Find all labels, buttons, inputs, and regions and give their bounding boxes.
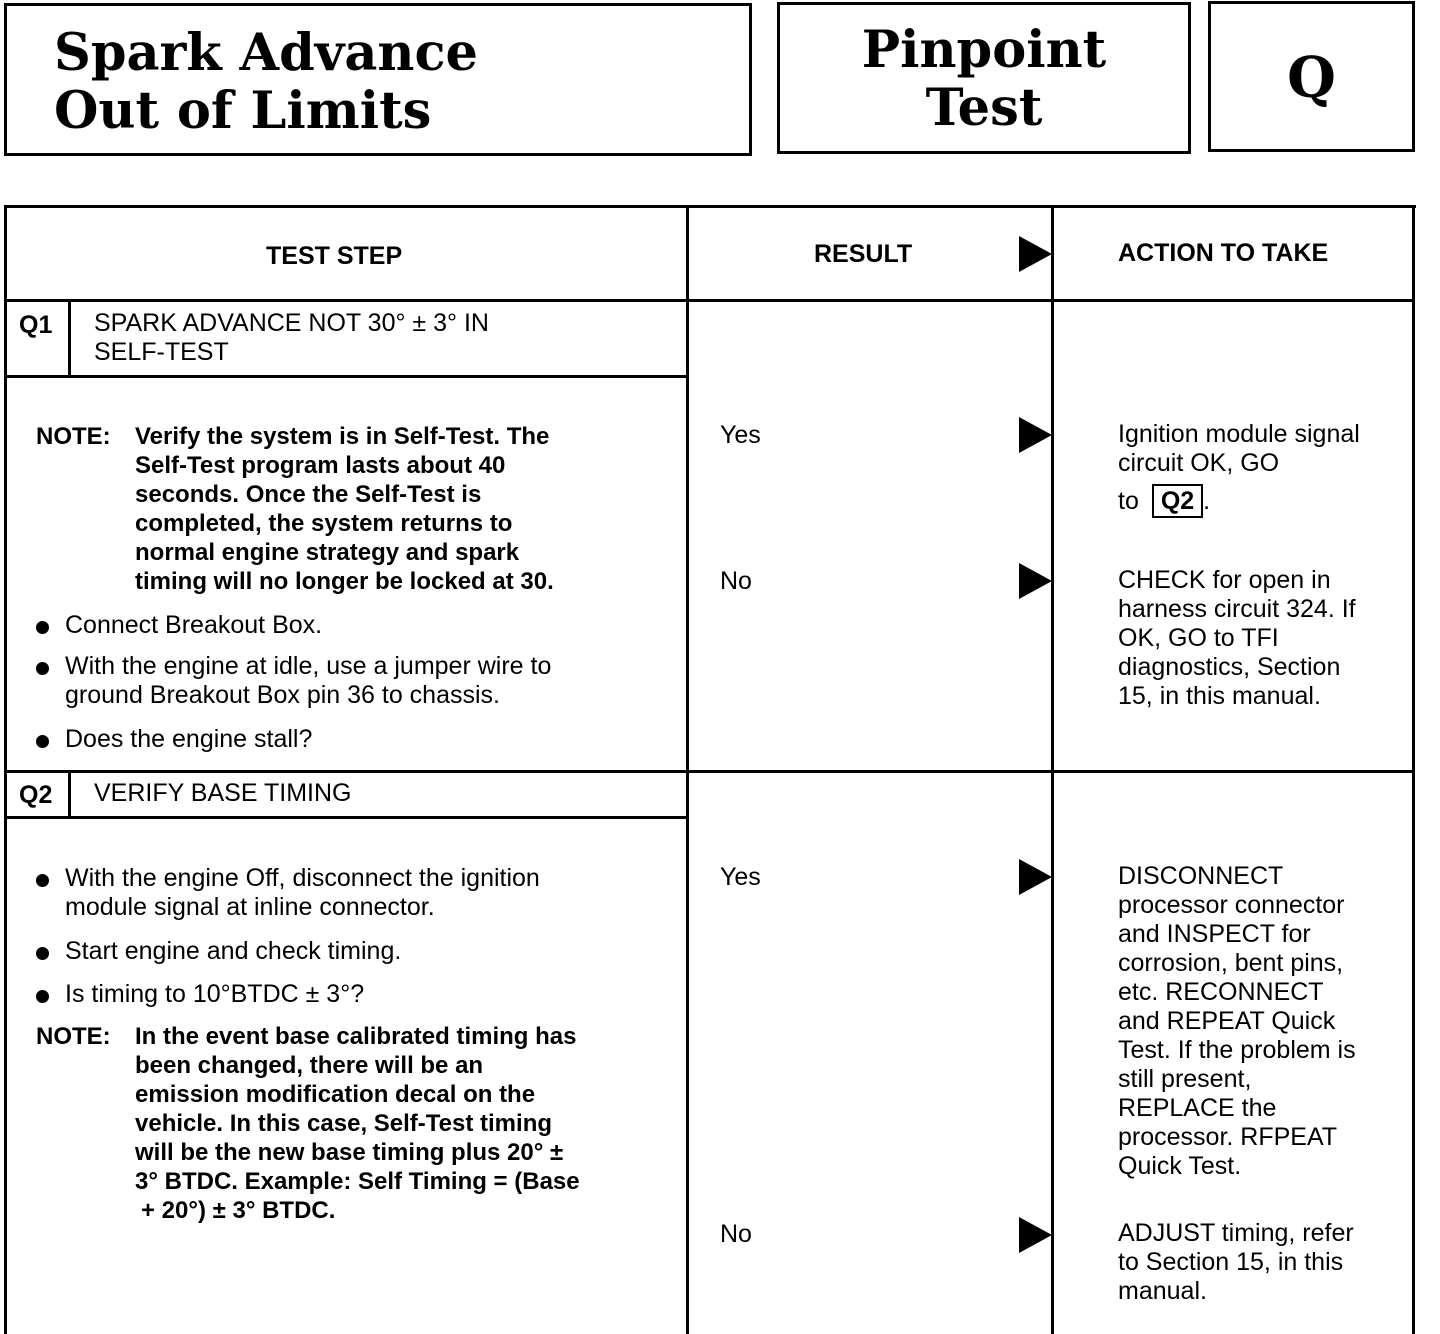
q1-title-line-2: SELF-TEST bbox=[94, 338, 229, 366]
q2-note-line: been changed, there will be an bbox=[135, 1052, 484, 1079]
q2-note-line: emission modification decal on the bbox=[135, 1081, 536, 1108]
q2-action-no bbox=[1118, 1219, 1354, 1306]
q1-action-yes-prefix: to bbox=[1118, 487, 1139, 515]
q2-action-yes-line: Test. If the problem is bbox=[1118, 1036, 1356, 1064]
q2-step-title: VERIFY BASE TIMING bbox=[94, 779, 352, 807]
q2-bullet-1-line-2: module signal at inline connector. bbox=[65, 893, 435, 921]
q1-note-label: NOTE: bbox=[36, 423, 111, 450]
q1-action-no-line: diagnostics, Section bbox=[1118, 653, 1341, 681]
q2-note-line: vehicle. In this case, Self-Test timing bbox=[135, 1110, 553, 1137]
q1-action-no-line: OK, GO to TFI bbox=[1118, 624, 1279, 652]
q1-step-id: Q1 bbox=[19, 311, 53, 339]
q2-action-yes-line: processor. RFPEAT bbox=[1118, 1123, 1338, 1151]
q2-action-yes-line: and REPEAT Quick bbox=[1118, 1007, 1336, 1035]
q2-action-yes-line: DISCONNECT bbox=[1118, 862, 1284, 890]
q2-yes-arrow-icon bbox=[1019, 859, 1052, 895]
q1-bullet-2-line-2: ground Breakout Box pin 36 to chassis. bbox=[65, 681, 500, 709]
q2-note-body bbox=[135, 1022, 580, 1225]
q1-result-no: No bbox=[720, 567, 752, 595]
q2-action-yes-line: still present, bbox=[1118, 1065, 1252, 1093]
q1-yes-arrow-icon bbox=[1019, 417, 1052, 453]
q2-action-yes-line: and INSPECT for bbox=[1118, 920, 1311, 948]
pinpoint-line-2: Test bbox=[925, 78, 1043, 138]
pinpoint-box bbox=[777, 2, 1191, 154]
q1-action-no-line: harness circuit 324. If bbox=[1118, 595, 1356, 623]
q1-bottom-line bbox=[4, 770, 1415, 773]
q1-note-line: seconds. Once the Self-Test is bbox=[135, 481, 482, 508]
bullet-dot-icon bbox=[36, 874, 49, 887]
step-ref-q2: Q2 bbox=[1152, 484, 1203, 518]
test-letter-box bbox=[1208, 1, 1415, 152]
q2-step-id: Q2 bbox=[19, 781, 53, 809]
q1-action-yes-line-2: circuit OK, GO bbox=[1118, 449, 1280, 477]
q1-bullet-2-line-1: With the engine at idle, use a jumper wire to bbox=[65, 652, 552, 680]
q2-note-label: NOTE: bbox=[36, 1023, 111, 1050]
q1-result-yes: Yes bbox=[720, 421, 761, 449]
bullet-dot-icon bbox=[36, 947, 49, 960]
q1-action-yes-line-3 bbox=[1118, 484, 1360, 518]
bullet-dot-icon bbox=[36, 990, 49, 1003]
header-test-step: TEST STEP bbox=[266, 242, 403, 270]
q2-action-no-line: ADJUST timing, refer bbox=[1118, 1219, 1354, 1247]
q2-action-yes-line: Quick Test. bbox=[1118, 1152, 1242, 1180]
q1-bullet-3-text: Does the engine stall? bbox=[65, 725, 313, 753]
q1-action-yes bbox=[1118, 420, 1360, 518]
q1-action-yes-line-1: Ignition module signal bbox=[1118, 420, 1360, 448]
q2-note-line: will be the new base timing plus 20° ± bbox=[135, 1139, 564, 1166]
q1-note-line: normal engine strategy and spark bbox=[135, 539, 520, 566]
q2-bullet-2-text: Start engine and check timing. bbox=[65, 937, 402, 965]
q1-bullet-1-text: Connect Breakout Box. bbox=[65, 611, 323, 639]
q1-note-line: completed, the system returns to bbox=[135, 510, 513, 537]
q1-bullet-2-text bbox=[65, 652, 551, 710]
q1-action-no-line: 15, in this manual. bbox=[1118, 682, 1321, 710]
q2-note-line: In the event base calibrated timing has bbox=[135, 1023, 577, 1050]
q1-note-body bbox=[135, 422, 554, 596]
title-line-2: Out of Limits bbox=[54, 81, 432, 141]
header-bottom-line bbox=[4, 299, 1415, 302]
q2-note-line: + 20°) ± 3° BTDC. bbox=[141, 1197, 336, 1224]
q1-action-no-line: CHECK for open in bbox=[1118, 566, 1331, 594]
pinpoint-line-1: Pinpoint bbox=[861, 20, 1107, 80]
header-arrow-icon bbox=[1019, 236, 1052, 272]
q2-action-yes-line: corrosion, bent pins, bbox=[1118, 949, 1344, 977]
q2-action-no-line: manual. bbox=[1118, 1277, 1207, 1305]
table-top-border bbox=[4, 205, 1416, 208]
title-box bbox=[4, 3, 752, 156]
q1-note-line: Verify the system is in Self-Test. The bbox=[135, 423, 550, 450]
q2-action-yes-line: etc. RECONNECT bbox=[1118, 978, 1324, 1006]
bullet-dot-icon bbox=[36, 735, 49, 748]
q1-note-line: timing will no longer be locked at 30. bbox=[135, 568, 554, 595]
q2-action-yes bbox=[1118, 862, 1356, 1181]
header-result: RESULT bbox=[814, 240, 913, 268]
q1-no-arrow-icon bbox=[1019, 563, 1052, 599]
q1-title-bottom-line bbox=[4, 375, 689, 378]
q1-step-title bbox=[94, 309, 489, 367]
q2-bullet-1-text bbox=[65, 864, 540, 922]
bullet-dot-icon bbox=[36, 662, 49, 675]
q1-id-divider bbox=[68, 300, 71, 377]
test-letter: Q bbox=[1287, 45, 1336, 111]
q2-bullet-1-line-1: With the engine Off, disconnect the ignition bbox=[65, 864, 540, 892]
q2-result-yes: Yes bbox=[720, 863, 761, 891]
header-action: ACTION TO TAKE bbox=[1118, 239, 1329, 267]
q1-note-line: Self-Test program lasts about 40 bbox=[135, 452, 506, 479]
q1-action-no bbox=[1118, 566, 1356, 711]
pinpoint-label bbox=[780, 21, 1188, 137]
q2-action-yes-line: REPLACE the bbox=[1118, 1094, 1277, 1122]
q2-no-arrow-icon bbox=[1019, 1217, 1052, 1253]
page-title bbox=[54, 24, 478, 140]
q2-note-line: 3° BTDC. Example: Self Timing = (Base bbox=[135, 1168, 580, 1195]
q2-title-bottom-line bbox=[4, 816, 689, 819]
q1-action-yes-suffix: . bbox=[1203, 487, 1211, 515]
bullet-dot-icon bbox=[36, 621, 49, 634]
q2-action-no-line: to Section 15, in this bbox=[1118, 1248, 1344, 1276]
q2-action-yes-line: processor connector bbox=[1118, 891, 1345, 919]
q2-id-divider bbox=[68, 771, 71, 818]
q2-result-no: No bbox=[720, 1220, 752, 1248]
q1-title-line-1: SPARK ADVANCE NOT 30° ± 3° IN bbox=[94, 309, 489, 337]
title-line-1: Spark Advance bbox=[54, 23, 478, 83]
q2-bullet-3-text: Is timing to 10°BTDC ± 3°? bbox=[65, 980, 365, 1008]
